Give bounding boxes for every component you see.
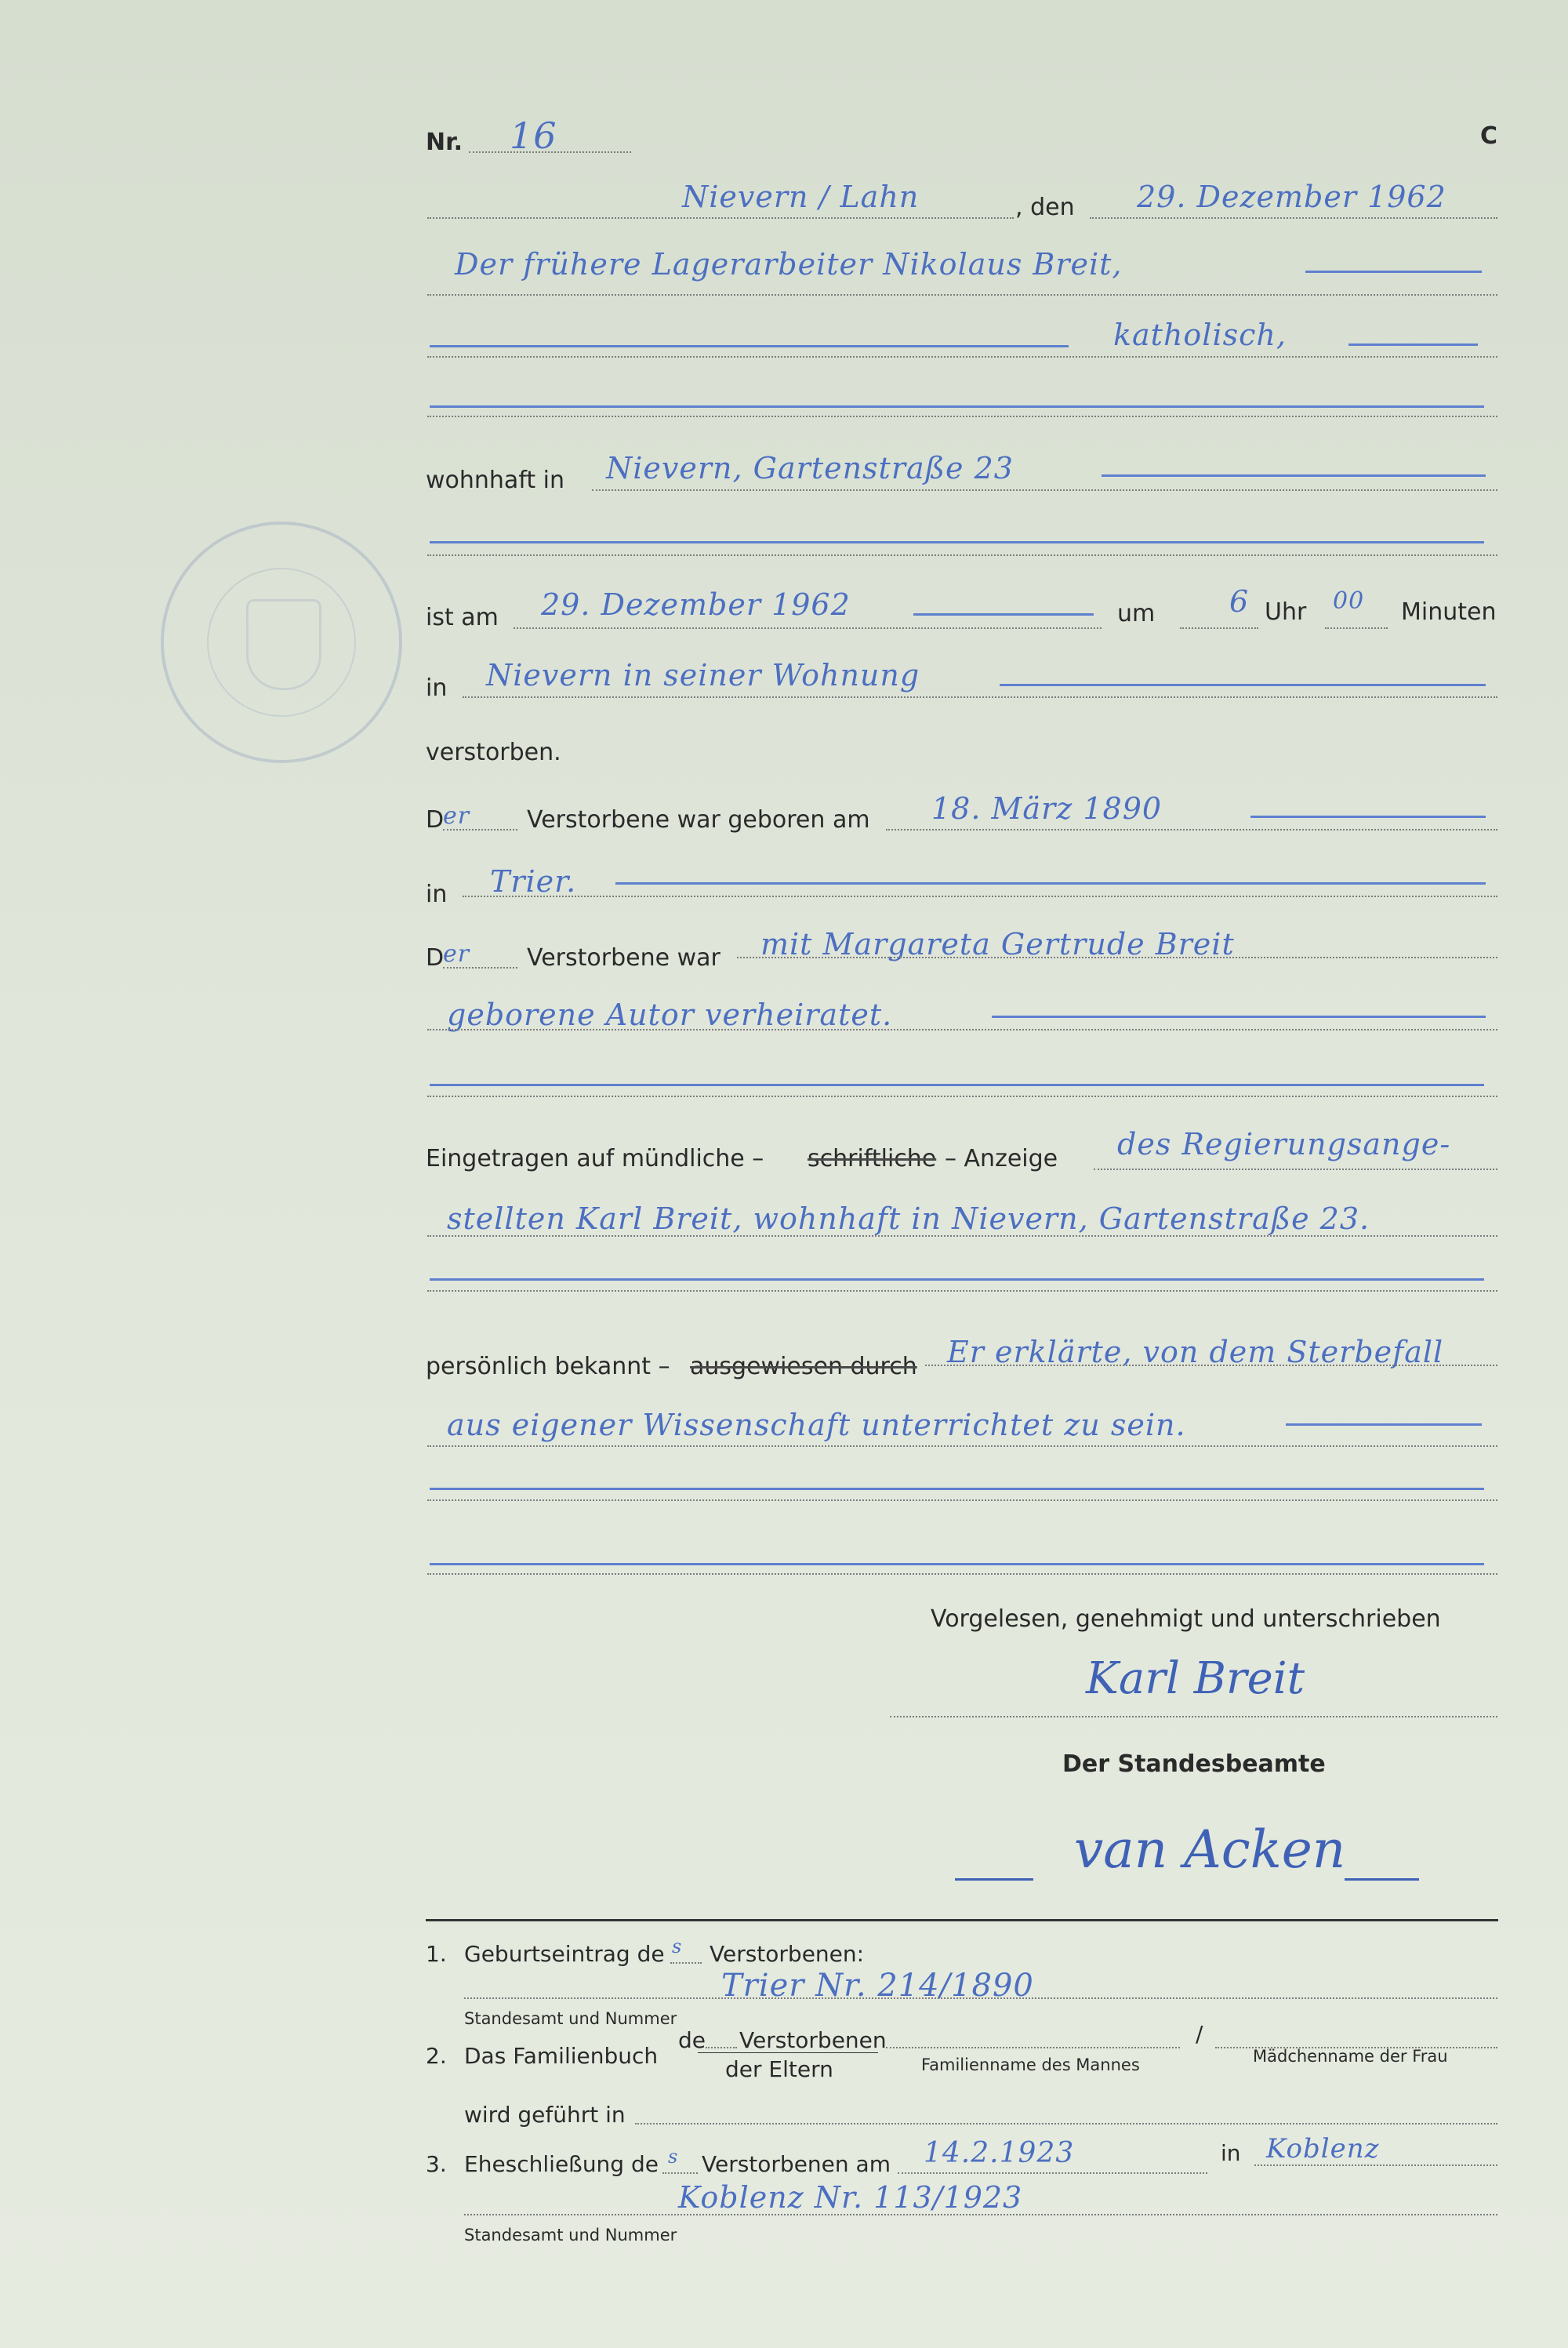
item2-gefuehrt-label: wird geführt in xyxy=(464,2102,626,2128)
identity-label-1: persönlich bekannt – xyxy=(426,1353,670,1380)
death-place-dotted-line xyxy=(463,696,1497,698)
declarant-value: Der frühere Lagerarbeiter Nikolaus Breit, xyxy=(455,247,1123,282)
registration-label-struck: schriftliche xyxy=(808,1145,937,1172)
item2-eltern: der Eltern xyxy=(725,2056,833,2082)
um-label: um xyxy=(1117,600,1156,627)
item1-fill-dotted xyxy=(670,1962,702,1964)
footer-separator xyxy=(426,1919,1498,1921)
residence-dotted-line xyxy=(592,489,1497,491)
seal-crest-icon xyxy=(246,599,321,690)
birth-place-dotted-line xyxy=(463,896,1497,897)
birth-d-dotted-line xyxy=(443,829,517,831)
item2-gefuehrt-dotted xyxy=(635,2123,1497,2124)
religion-value: katholisch, xyxy=(1113,318,1287,352)
verstorben-label: verstorben. xyxy=(426,739,561,766)
marriage-d-fill: er xyxy=(443,940,470,968)
declarant-dotted-line xyxy=(427,294,1497,296)
record-date-value: 29. Dezember 1962 xyxy=(1137,180,1446,214)
fill-stroke xyxy=(430,345,1069,347)
death-place-value: Nievern in seiner Wohnung xyxy=(486,658,920,692)
nr-dotted-line xyxy=(469,151,631,153)
minutes-dotted-line xyxy=(1325,627,1388,629)
date-dotted-line xyxy=(1090,217,1497,219)
blank-dotted-line xyxy=(427,1096,1497,1097)
item1-label: Geburtseintrag de xyxy=(464,1941,665,1967)
item3-value: Koblenz Nr. 113/1923 xyxy=(678,2180,1023,2215)
item3-date-dotted xyxy=(898,2172,1207,2174)
item3-place: Koblenz xyxy=(1266,2133,1380,2164)
nr-value: 16 xyxy=(510,114,557,157)
read-approved-label: Vorgelesen, genehmigt und unterschrieben xyxy=(931,1605,1441,1633)
minuten-label: Minuten xyxy=(1401,598,1497,626)
item3-fill: s xyxy=(668,2146,679,2168)
informant-signature: Karl Breit xyxy=(1086,1653,1305,1704)
fill-stroke xyxy=(1286,1423,1482,1426)
item3-label2: Verstorbenen am xyxy=(702,2151,891,2177)
identity-label-struck: ausgewiesen durch xyxy=(690,1353,917,1380)
birth-date-value: 18. März 1890 xyxy=(931,791,1163,826)
birth-date-dotted-line xyxy=(886,829,1497,831)
item2-de: de xyxy=(678,2027,706,2053)
item3-caption: Standesamt und Nummer xyxy=(464,2226,677,2244)
death-date-value: 29. Dezember 1962 xyxy=(541,587,851,622)
identity-value-line2: aus eigener Wissenschaft unterrichtet zu sein. xyxy=(447,1408,1186,1442)
fill-stroke xyxy=(1305,271,1482,273)
blank-dotted-line xyxy=(427,1290,1497,1292)
marriage-value-line1: mit Margareta Gertrude Breit xyxy=(760,927,1235,961)
fill-stroke xyxy=(1348,343,1478,346)
item1-label2: Verstorbenen: xyxy=(710,1941,865,1967)
marriage-d-dotted-line xyxy=(443,967,517,969)
item1-caption: Standesamt und Nummer xyxy=(464,2009,677,2028)
marriage-dotted-line-2 xyxy=(427,1029,1497,1030)
blank-dotted-line xyxy=(427,416,1497,417)
item3-place-dotted xyxy=(1254,2164,1497,2166)
official-seal-stamp xyxy=(161,522,402,763)
fill-stroke xyxy=(1250,816,1486,818)
fill-stroke xyxy=(1102,474,1486,477)
marriage-dotted-line-1 xyxy=(737,957,1497,958)
item3-dotted-line xyxy=(464,2214,1497,2215)
residence-label: wohnhaft in xyxy=(426,467,564,494)
hour-value: 6 xyxy=(1229,584,1250,619)
corner-letter: C xyxy=(1480,122,1498,150)
registration-value-line1: des Regierungsange- xyxy=(1117,1127,1451,1161)
place-dotted-line xyxy=(427,217,1014,219)
blank-dotted-line xyxy=(427,1499,1497,1501)
identity-value-line1: Er erklärte, von dem Sterbefall xyxy=(947,1335,1444,1369)
residence-value: Nievern, Gartenstraße 23 xyxy=(606,451,1014,485)
registrar-label: Der Standesbeamte xyxy=(1062,1750,1326,1778)
marriage-label: Verstorbene war xyxy=(527,944,720,972)
marriage-d-prefix: D xyxy=(426,944,445,972)
registration-value-line2: stellten Karl Breit, wohnhaft in Nievern, Gartenstraße 23. xyxy=(447,1201,1370,1236)
religion-dotted-line xyxy=(427,356,1497,358)
registration-label-3: – Anzeige xyxy=(945,1145,1058,1172)
uhr-label: Uhr xyxy=(1265,598,1307,626)
item2-fraction-line xyxy=(698,2052,878,2053)
birth-in-label: in xyxy=(426,881,448,908)
fill-stroke xyxy=(430,1278,1484,1281)
item2-fill-dotted xyxy=(706,2047,737,2048)
item2-caption-man: Familienname des Mannes xyxy=(921,2055,1140,2074)
blank-dotted-line xyxy=(427,1573,1497,1575)
blank-dotted-line xyxy=(427,554,1497,556)
nr-label: Nr. xyxy=(426,129,463,156)
item2-label: Das Familienbuch xyxy=(464,2043,659,2069)
informant-signature-line xyxy=(890,1716,1497,1717)
fill-stroke xyxy=(992,1016,1486,1018)
marriage-value-line2: geborene Autor verheiratet. xyxy=(447,998,893,1032)
registration-dotted-line-1 xyxy=(1094,1169,1497,1170)
fill-stroke xyxy=(430,1084,1484,1086)
place-value: Nievern / Lahn xyxy=(682,180,920,214)
fill-stroke xyxy=(955,1878,1033,1881)
birth-label: Verstorbene war geboren am xyxy=(527,806,870,834)
item1-value: Trier Nr. 214/1890 xyxy=(721,1968,1034,2004)
death-date-dotted-line xyxy=(514,627,1102,629)
fill-stroke xyxy=(430,541,1484,543)
hour-dotted-line xyxy=(1180,627,1258,629)
fill-stroke xyxy=(430,405,1484,408)
fill-stroke xyxy=(430,1488,1484,1490)
item3-date: 14.2.1923 xyxy=(924,2137,1075,2169)
item3-label: Eheschließung de xyxy=(464,2151,659,2177)
minutes-value: 00 xyxy=(1333,587,1365,615)
item3-number: 3. xyxy=(426,2151,447,2177)
birth-d-prefix: D xyxy=(426,806,445,834)
death-in-label: in xyxy=(426,674,448,702)
item1-number: 1. xyxy=(426,1941,447,1967)
item1-fill: s xyxy=(672,1935,683,1957)
item2-slash: / xyxy=(1196,2021,1203,2047)
item2-verstorbenen: Verstorbenen xyxy=(739,2027,887,2053)
identity-dotted-line-2 xyxy=(427,1445,1497,1447)
ist-am-label: ist am xyxy=(426,604,499,631)
item1-dotted-line xyxy=(464,1997,1497,1999)
fill-stroke xyxy=(1345,1878,1419,1881)
registration-dotted-line-2 xyxy=(427,1235,1497,1237)
registration-label-1: Eingetragen auf mündliche – xyxy=(426,1145,764,1172)
item3-in-label: in xyxy=(1221,2140,1241,2166)
fill-stroke xyxy=(615,882,1486,885)
item2-man-dotted xyxy=(886,2047,1180,2048)
birth-d-fill: er xyxy=(443,802,470,830)
item2-caption-woman: Mädchenname der Frau xyxy=(1253,2047,1448,2066)
fill-stroke xyxy=(430,1563,1484,1565)
identity-dotted-line-1 xyxy=(925,1365,1497,1366)
fill-stroke xyxy=(913,613,1094,616)
fill-stroke xyxy=(1000,684,1486,686)
item2-number: 2. xyxy=(426,2043,447,2069)
den-label: , den xyxy=(1015,194,1075,221)
item3-fill-dotted xyxy=(662,2172,698,2174)
birth-place-value: Trier. xyxy=(490,864,577,899)
registrar-signature: van Acken xyxy=(1074,1819,1346,1880)
